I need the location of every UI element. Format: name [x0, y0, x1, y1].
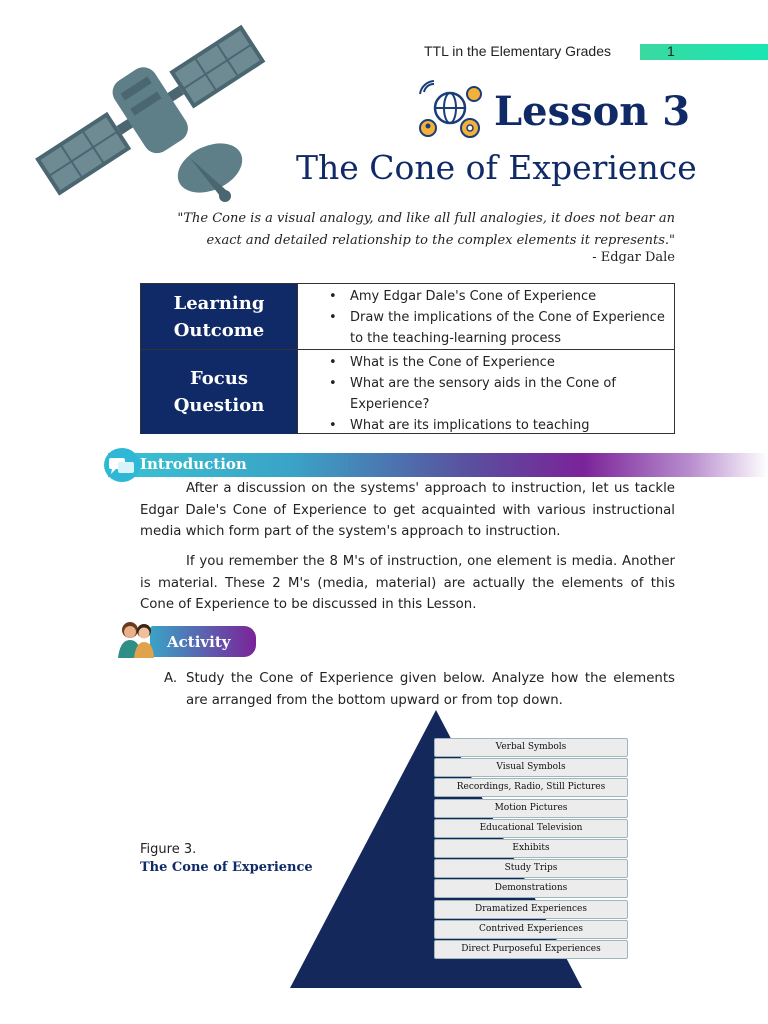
satellite-icon [20, 8, 282, 208]
page-number: 1 [667, 43, 675, 59]
cone-level: Motion Pictures [434, 799, 628, 818]
list-item: • What are the sensory aids in the Cone of Experience? [305, 373, 668, 415]
list-item: • What is the Cone of Experience [305, 352, 668, 373]
introduction-heading: Introduction [140, 455, 247, 473]
cone-level: Contrived Experiences [434, 920, 628, 939]
activity-item-a [164, 668, 675, 711]
cone-level: Dramatized Experiences [434, 900, 628, 919]
cone-levels [434, 738, 628, 960]
lesson-subtitle: The Cone of Experience [296, 148, 697, 187]
learning-outcome-list [305, 286, 668, 349]
network-globe-icon [416, 80, 484, 142]
activity-heading: Activity [167, 633, 231, 651]
cone-level: Exhibits [434, 839, 628, 858]
quote-author: - Edgar Dale [592, 250, 675, 265]
list-item: • What are its implications to teaching [305, 415, 668, 436]
cone-level: Verbal Symbols [434, 738, 628, 757]
learning-outcome-row [141, 284, 674, 350]
focus-question-row [141, 350, 674, 434]
figure-number: Figure 3. [140, 842, 197, 857]
item-text: Study the Cone of Experience given below. Analyze how the elements are arranged from the bottom upward or from top down. [186, 671, 675, 708]
course-title: TTL in the Elementary Grades [424, 43, 612, 59]
people-icon [116, 618, 156, 660]
cone-level: Study Trips [434, 859, 628, 878]
item-marker: A. [164, 671, 178, 686]
focus-question-list [305, 352, 668, 436]
intro-paragraph-2: If you remember the 8 M's of instruction, one element is media. Another is material. These 2 M's (media, material) are actually the elements of this Cone of Experience to be discussed in this Lesson. [140, 554, 675, 612]
list-item: • Amy Edgar Dale's Cone of Experience [305, 286, 668, 307]
epigraph-quote: "The Cone is a visual analogy, and like all full analogies, it does not bear an exact and detailed relationship to the complex elements it represents." [177, 211, 675, 248]
learning-outcome-heading: Learning Outcome [141, 284, 298, 349]
lesson-title: Lesson 3 [494, 88, 691, 135]
cone-level: Direct Purposeful Experiences [434, 940, 628, 959]
focus-question-heading: Focus Question [141, 350, 298, 434]
header-accent-bar [640, 44, 768, 60]
cone-level: Visual Symbols [434, 758, 628, 777]
intro-paragraph-1: After a discussion on the systems' approach to instruction, let us tackle Edgar Dale's Cone of Experience to get acquainted with various instructional media which form part of the system's approach to instruction. [140, 481, 675, 539]
figure-caption: The Cone of Experience [140, 860, 313, 875]
cone-level: Demonstrations [434, 879, 628, 898]
cone-level: Educational Television [434, 819, 628, 838]
chat-bubble-icon [104, 448, 140, 482]
outcomes-table [140, 283, 675, 434]
cone-level: Recordings, Radio, Still Pictures [434, 778, 628, 797]
list-item: • Draw the implications of the Cone of Experience to the teaching-learning process [305, 307, 668, 349]
